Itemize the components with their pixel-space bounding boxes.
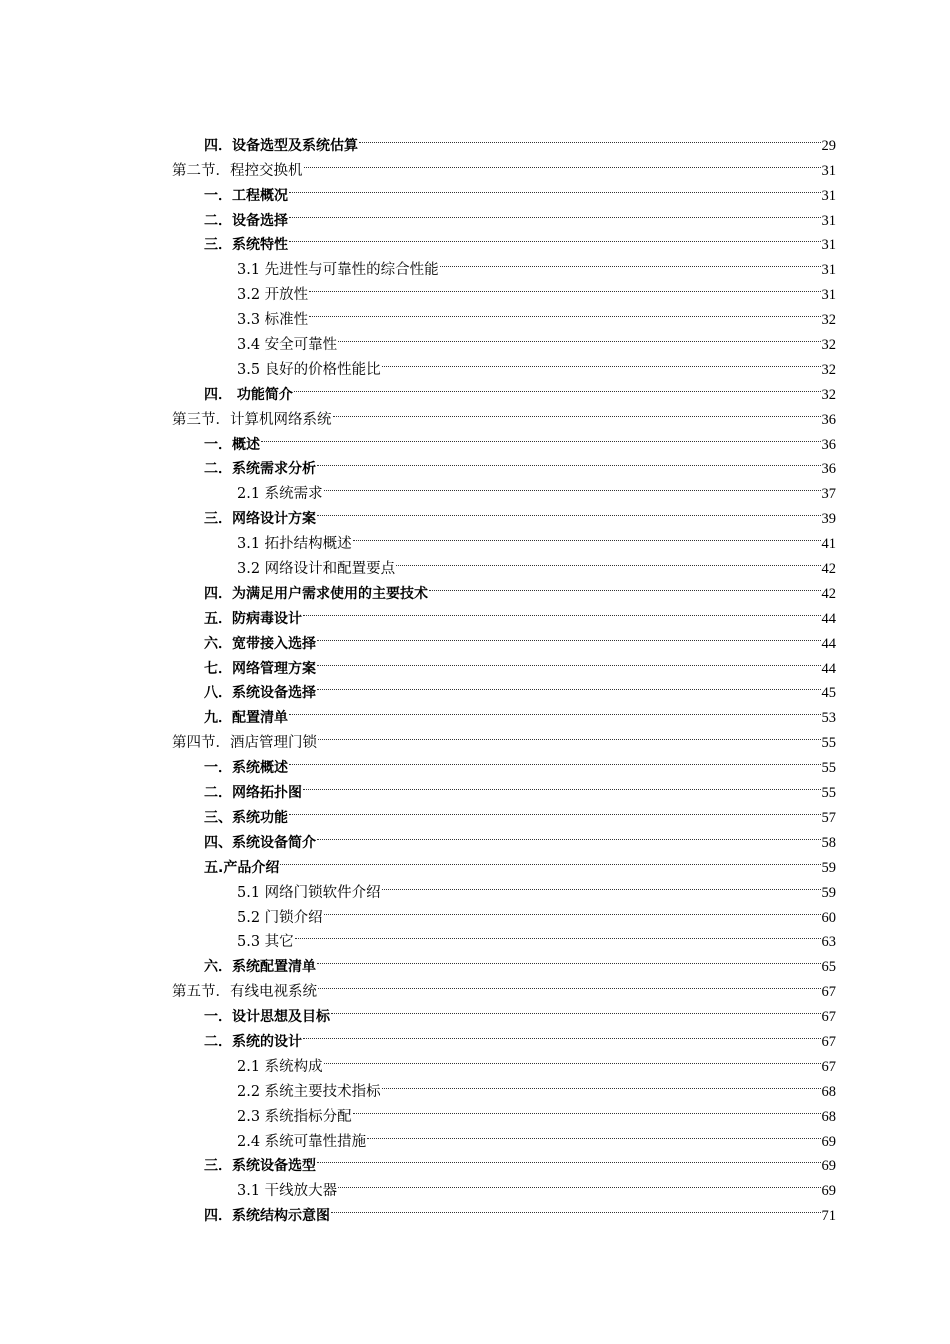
toc-entry-title: 六．系统配置清单 — [204, 959, 316, 976]
toc-entry[interactable] — [0, 772, 950, 802]
toc-entry-line — [172, 971, 836, 1001]
toc-entry-line — [237, 249, 836, 279]
dot-leader — [382, 1071, 821, 1096]
toc-entry[interactable] — [0, 1195, 950, 1225]
toc-entry-page-number: 68 — [821, 1108, 836, 1125]
toc-entry-page-number: 59 — [821, 884, 836, 901]
toc-entry-title: 2.1 系统构成 — [237, 1058, 323, 1075]
toc-entry-title: 四．设备选型及系统估算 — [204, 137, 358, 154]
dot-leader — [317, 623, 821, 648]
toc-entry-line — [204, 175, 836, 204]
toc-entry-title: 三．网络设计方案 — [204, 511, 316, 528]
dot-leader — [289, 175, 821, 200]
toc-entry-title: 二．设备选择 — [204, 212, 288, 229]
table-of-contents — [0, 125, 950, 1225]
dot-leader — [304, 150, 821, 175]
dot-leader — [317, 946, 821, 971]
toc-entry-title: 3.1 先进性与可靠性的综合性能 — [237, 262, 439, 279]
toc-entry[interactable] — [0, 1021, 950, 1050]
toc-entry-line — [172, 722, 836, 752]
toc-entry-page-number: 69 — [821, 1158, 836, 1175]
toc-entry[interactable] — [0, 1146, 950, 1175]
toc-entry-page-number: 68 — [821, 1083, 836, 1100]
toc-entry[interactable] — [0, 797, 950, 826]
toc-entry-title: 2.3 系统指标分配 — [237, 1108, 352, 1125]
toc-entry[interactable] — [0, 971, 950, 1001]
toc-entry-line — [172, 150, 836, 179]
toc-entry-page-number: 63 — [821, 934, 836, 951]
dot-leader — [367, 1121, 820, 1146]
toc-entry-line — [204, 573, 836, 602]
toc-entry-line — [204, 772, 836, 802]
toc-entry-title: 5.1 网络门锁软件介绍 — [237, 884, 381, 901]
toc-entry-page-number: 44 — [821, 610, 836, 627]
dot-leader — [318, 971, 821, 996]
dot-leader — [324, 473, 821, 498]
toc-entry[interactable] — [0, 872, 950, 901]
dot-leader — [317, 673, 821, 698]
toc-entry-line — [237, 1096, 836, 1125]
toc-entry-page-number: 67 — [821, 1009, 836, 1026]
toc-entry[interactable] — [0, 349, 950, 378]
toc-entry-page-number: 69 — [821, 1133, 836, 1150]
toc-entry-line — [204, 598, 836, 627]
toc-entry-line — [237, 897, 836, 926]
toc-entry-title: 四、系统设备简介 — [204, 834, 316, 851]
toc-entry-line — [237, 1170, 836, 1200]
toc-entry-line — [204, 125, 836, 154]
toc-entry-page-number: 31 — [821, 212, 836, 229]
dot-leader — [382, 349, 821, 374]
toc-entry-page-number: 41 — [821, 536, 836, 553]
toc-entry[interactable] — [0, 299, 950, 329]
dot-leader — [303, 772, 821, 797]
dot-leader — [309, 299, 820, 324]
toc-entry-page-number: 67 — [821, 984, 836, 1001]
toc-entry[interactable] — [0, 623, 950, 652]
toc-entry[interactable] — [0, 573, 950, 602]
toc-entry[interactable] — [0, 324, 950, 354]
toc-entry-page-number: 67 — [821, 1033, 836, 1050]
toc-entry-line — [204, 797, 836, 826]
toc-entry-page-number: 39 — [821, 511, 836, 528]
dot-leader — [317, 498, 821, 523]
toc-entry-line — [237, 548, 836, 578]
toc-entry-title: 四． 功能简介 — [204, 386, 293, 403]
toc-entry-page-number: 29 — [821, 137, 836, 154]
toc-entry-line — [204, 1146, 836, 1175]
toc-entry-title: 五．防病毒设计 — [204, 610, 302, 627]
toc-entry[interactable] — [0, 747, 950, 777]
toc-entry-title: 3.3 标准性 — [237, 312, 309, 329]
toc-entry[interactable] — [0, 722, 950, 752]
toc-entry-line — [204, 847, 836, 876]
toc-entry-line — [237, 922, 836, 951]
toc-entry-title: 3.4 安全可靠性 — [237, 337, 338, 354]
dot-leader — [261, 424, 821, 449]
toc-entry-title: 一．设计思想及目标 — [204, 1009, 330, 1026]
toc-entry-title: 二．系统需求分析 — [204, 461, 316, 478]
toc-entry[interactable] — [0, 1046, 950, 1075]
toc-entry-line — [204, 374, 836, 403]
toc-entry-page-number: 32 — [821, 312, 836, 329]
toc-entry-line — [237, 1071, 836, 1100]
dot-leader — [303, 598, 821, 623]
dot-leader — [440, 249, 821, 274]
toc-entry-page-number: 55 — [821, 735, 836, 752]
toc-entry-title: 三．系统设备选型 — [204, 1158, 316, 1175]
toc-entry-line — [204, 697, 836, 727]
toc-entry[interactable] — [0, 449, 950, 478]
toc-entry-line — [237, 349, 836, 378]
dot-leader — [317, 449, 821, 474]
toc-entry[interactable] — [0, 424, 950, 453]
toc-entry-title: 3.5 良好的价格性能比 — [237, 361, 381, 378]
toc-entry-line — [204, 673, 836, 702]
dot-leader — [294, 374, 821, 399]
toc-entry-page-number: 55 — [821, 785, 836, 802]
toc-entry-page-number: 65 — [821, 959, 836, 976]
toc-entry[interactable] — [0, 150, 950, 179]
toc-entry-line — [237, 274, 836, 304]
toc-entry-title: 5.3 其它 — [237, 934, 294, 951]
toc-entry-page-number: 42 — [821, 585, 836, 602]
toc-entry-line — [204, 822, 836, 851]
toc-entry[interactable] — [0, 897, 950, 926]
toc-entry-title: 一．系统概述 — [204, 760, 288, 777]
toc-entry-title: 六．宽带接入选择 — [204, 635, 316, 652]
toc-entry-page-number: 31 — [821, 237, 836, 254]
toc-entry[interactable] — [0, 225, 950, 254]
dot-leader — [303, 1021, 821, 1046]
toc-entry-line — [204, 200, 836, 229]
toc-entry-line — [204, 1021, 836, 1050]
toc-entry-line — [204, 623, 836, 652]
toc-entry-line — [204, 648, 836, 677]
dot-leader — [429, 573, 821, 598]
toc-entry-line — [204, 424, 836, 453]
toc-entry[interactable] — [0, 498, 950, 528]
toc-entry-page-number: 44 — [821, 635, 836, 652]
toc-entry-line — [204, 946, 836, 976]
toc-entry-title: 八．系统设备选择 — [204, 685, 316, 702]
dot-leader — [338, 1170, 820, 1195]
toc-entry-title: 2.2 系统主要技术指标 — [237, 1083, 381, 1100]
toc-entry-title: 第二节．程控交换机 — [172, 162, 303, 179]
toc-entry[interactable] — [0, 125, 950, 154]
toc-entry-line — [237, 299, 836, 329]
dot-leader — [317, 1146, 821, 1171]
toc-entry-title: 三、系统功能 — [204, 809, 288, 826]
toc-entry-title: 二．网络拓扑图 — [204, 785, 302, 802]
toc-entry-page-number: 31 — [821, 262, 836, 279]
toc-entry[interactable] — [0, 175, 950, 204]
toc-entry-page-number: 36 — [821, 436, 836, 453]
toc-entry-page-number: 53 — [821, 710, 836, 727]
dot-leader — [396, 548, 820, 573]
dot-leader — [324, 1046, 821, 1071]
toc-entry-title: 3.1 干线放大器 — [237, 1183, 338, 1200]
dot-leader — [289, 797, 821, 822]
toc-entry-title: 3.2 开放性 — [237, 287, 309, 304]
toc-entry-page-number: 36 — [821, 411, 836, 428]
toc-entry-page-number: 60 — [821, 909, 836, 926]
dot-leader — [295, 922, 821, 947]
toc-entry[interactable] — [0, 1121, 950, 1150]
toc-entry-title: 5.2 门锁介绍 — [237, 909, 323, 926]
toc-entry-line — [237, 1121, 836, 1150]
dot-leader — [309, 274, 820, 299]
toc-entry-page-number: 44 — [821, 660, 836, 677]
toc-entry-page-number: 57 — [821, 809, 836, 826]
toc-entry[interactable] — [0, 847, 950, 876]
toc-entry-page-number: 32 — [821, 361, 836, 378]
toc-entry-line — [237, 473, 836, 503]
dot-leader — [331, 1195, 821, 1220]
dot-leader — [280, 847, 820, 872]
toc-entry-title: 四．为满足用户需求使用的主要技术 — [204, 585, 428, 602]
toc-entry-title: 二．系统的设计 — [204, 1033, 302, 1050]
toc-entry-page-number: 42 — [821, 561, 836, 578]
dot-leader — [318, 722, 821, 747]
dot-leader — [359, 125, 821, 150]
dot-leader — [333, 399, 821, 424]
dot-leader — [289, 697, 821, 722]
dot-leader — [382, 872, 821, 897]
toc-entry-line — [204, 225, 836, 254]
dot-leader — [353, 1096, 821, 1121]
toc-entry-line — [172, 399, 836, 428]
toc-entry-page-number: 31 — [821, 162, 836, 179]
toc-entry-line — [204, 747, 836, 777]
toc-entry-title: 第四节．酒店管理门锁 — [172, 735, 317, 752]
toc-entry-title: 3.1 拓扑结构概述 — [237, 536, 352, 553]
dot-leader — [317, 648, 821, 673]
toc-entry-title: 2.1 系统需求 — [237, 486, 323, 503]
toc-entry-title: 五.产品介绍 — [204, 859, 280, 876]
toc-entry-page-number: 32 — [821, 337, 836, 354]
toc-entry[interactable] — [0, 523, 950, 553]
toc-entry-line — [204, 449, 836, 478]
toc-entry-title: 3.2 网络设计和配置要点 — [237, 561, 396, 578]
toc-entry[interactable] — [0, 822, 950, 851]
toc-entry[interactable] — [0, 374, 950, 403]
toc-entry[interactable] — [0, 548, 950, 578]
toc-entry-line — [237, 324, 836, 354]
toc-entry-title: 一．概述 — [204, 436, 260, 453]
dot-leader — [289, 225, 821, 250]
toc-entry-page-number: 37 — [821, 486, 836, 503]
dot-leader — [289, 747, 821, 772]
toc-entry-page-number: 32 — [821, 386, 836, 403]
toc-entry[interactable] — [0, 1096, 950, 1125]
toc-entry[interactable] — [0, 697, 950, 727]
toc-entry-page-number: 58 — [821, 834, 836, 851]
toc-entry-line — [204, 996, 836, 1026]
toc-entry-line — [237, 1046, 836, 1075]
toc-entry-page-number: 45 — [821, 685, 836, 702]
toc-entry-line — [204, 1195, 836, 1225]
toc-entry-line — [237, 523, 836, 553]
toc-entry[interactable] — [0, 1170, 950, 1200]
toc-entry-line — [204, 498, 836, 528]
toc-entry[interactable] — [0, 249, 950, 279]
toc-entry-page-number: 59 — [821, 859, 836, 876]
toc-entry-page-number: 31 — [821, 187, 836, 204]
toc-entry-page-number: 55 — [821, 760, 836, 777]
toc-entry[interactable] — [0, 399, 950, 428]
toc-entry[interactable] — [0, 598, 950, 627]
dot-leader — [289, 200, 821, 225]
toc-entry[interactable] — [0, 200, 950, 229]
toc-entry[interactable] — [0, 1071, 950, 1100]
toc-entry-title: 2.4 系统可靠性措施 — [237, 1133, 367, 1150]
toc-entry-line — [237, 872, 836, 901]
toc-entry[interactable] — [0, 648, 950, 677]
dot-leader — [353, 523, 821, 548]
toc-entry-page-number: 67 — [821, 1058, 836, 1075]
toc-entry-page-number: 69 — [821, 1183, 836, 1200]
dot-leader — [331, 996, 821, 1021]
toc-entry[interactable] — [0, 673, 950, 702]
toc-entry-title: 第三节．计算机网络系统 — [172, 411, 332, 428]
toc-entry-title: 第五节．有线电视系统 — [172, 984, 317, 1001]
dot-leader — [338, 324, 820, 349]
toc-entry-page-number: 31 — [821, 287, 836, 304]
dot-leader — [324, 897, 821, 922]
dot-leader — [317, 822, 821, 847]
toc-entry[interactable] — [0, 473, 950, 503]
toc-entry-title: 四．系统结构示意图 — [204, 1208, 330, 1225]
toc-entry-page-number: 36 — [821, 461, 836, 478]
toc-entry-title: 一．工程概况 — [204, 187, 288, 204]
toc-entry[interactable] — [0, 996, 950, 1026]
toc-entry-page-number: 71 — [821, 1208, 836, 1225]
toc-entry-title: 三．系统特性 — [204, 237, 288, 254]
toc-entry[interactable] — [0, 922, 950, 951]
toc-entry-title: 七．网络管理方案 — [204, 660, 316, 677]
toc-entry-title: 九．配置清单 — [204, 710, 288, 727]
toc-entry[interactable] — [0, 274, 950, 304]
toc-entry[interactable] — [0, 946, 950, 976]
